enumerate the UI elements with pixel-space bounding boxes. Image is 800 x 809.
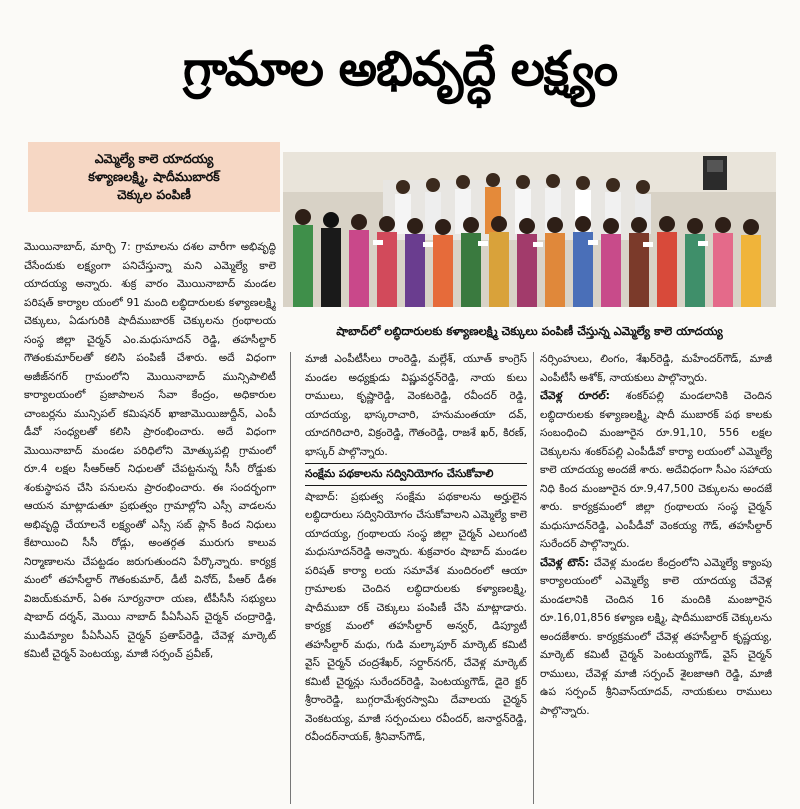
chevella-rural-text: శంకర్‌పల్లి మండలానికి చెందిన లబ్ధిదారులకు కళ్యాణలక్ష్మి, షాదీ ముబారక్ పథ కాలకు సంబంధించి మంజూరైన రూ.91,10, 556 లక్షల చెక్కులను శంకర్‌పల్లి ఎంపీడీవో కార్యా లయంలో ఎమ్మెల్యే కాలె యాదయ్య అందజే శారు. అదేవిధంగా సీఎం సహాయ నిధి కింద మంజూరైన రూ.9,47,500 చెక్కులను అందజే శారు. కార్యక్రమంలో జిల్లా గ్రంథాలయ సంస్థ చైర్మన్ మధుసూదన్‌రెడ్డి, ఎంపీడీవో వెంకయ్య గౌడ్, తహసీల్దార్ సురేందర్ పాల్గొన్నారు. xyxy=(540,390,772,550)
column3-paragraph-3 xyxy=(540,554,772,721)
chevella-rural-label: చేవెళ్ల రూరల్: xyxy=(540,390,610,402)
column2-paragraph-1: మాజీ ఎంపీటీసీలు రాంరెడ్డి, మల్లేశ్, యూత్ కాంగ్రెస్ మండల అధ్యక్షుడు విష్ణువర్ధన్‌రెడ్డి, నాయ కులు రాములు, కృష్ణారెడ్డి, వెంకటరెడ్డి, రవీందర్ రెడ్డి, యాదయ్య, భాస్కరాచారి, హనుమంతయా దవ్, యాదగిరిచారి, విక్రంరెడ్డి, గౌతంరెడ్డి, రాజశే ఖర్, కిరణ్, భాస్కర్ పాల్గొన్నారు. xyxy=(305,353,527,458)
chevella-town-label: చేవెళ్ల టౌన్: xyxy=(540,556,590,569)
column3-paragraph-2 xyxy=(540,387,772,554)
article-column-3 xyxy=(540,350,772,806)
headline: గ్రామాల అభివృద్ధే లక్ష్యం xyxy=(182,41,618,97)
photo-caption: షాబాద్‌లో లబ్ధిదారులకు కళ్యాణలక్ష్మి చెక్కులు పంపిణీ చేస్తున్న ఎమ్మెల్యే కాలె యాదయ్య xyxy=(336,324,723,338)
article-column-1 xyxy=(24,238,276,806)
column3-paragraph-1: నర్సింహులు, లింగం, శేఖర్‌రెడ్డి, మహేందర్‌గౌడ్, మాజీ ఎంపీటీసీ అశోక్, నాయకులు పాల్గొన్నారు. xyxy=(540,353,772,384)
deck-line-1: ఎమ్మెల్యే కాలె యాదయ్య xyxy=(94,151,214,166)
deck-box xyxy=(28,142,280,212)
column-divider-2 xyxy=(533,352,534,804)
deck-line-3: చెక్కుల పంపిణీ xyxy=(117,187,191,202)
article-column-2 xyxy=(305,350,527,806)
chevella-town-text: చేవెళ్ల మండల కేంద్రంలోని ఎమ్మెల్యే క్యాంపు కార్యాలయంలో ఎమ్మెల్యే కాలె యాదయ్య చేవెళ్ల మండలానికి చెందిన 16 మందికి మంజూరైన రూ.16,01,856 కళ్యాణ లక్ష్మి, షాదీముబారక్ చెక్కులను అందజేశారు. కార్యక్రమంలో చేవెళ్ల తహసీల్దార్ కృష్ణయ్య, మార్కెట్ కమిటీ చైర్మన్ పెంటయ్యగౌడ్, వైస్ చైర్మన్ రాములు, చేవెళ్ల మాజీ సర్పంచ్ శైలజాఆగి రెడ్డి, మాజీ ఉప సర్పంచ్ శ్రీనివాస్‌యాదవ్, నాయకులు రాములు పాల్గొన్నారు. xyxy=(540,556,772,717)
deck-line-2: కళ్యాణలక్ష్మి, షాదీముబారక్ xyxy=(88,169,220,184)
column2-subheading: సంక్షేమ పథకాలను సద్వినియోగం చేసుకోవాలి xyxy=(305,463,527,486)
group-photo-illustration xyxy=(283,152,776,307)
column2-paragraph-2: షాబాద్: ప్రభుత్వ సంక్షేమ పథకాలను అర్హులైన లబ్ధిదారులు సద్వినియోగం చేసుకోవాలని ఎమ్మెల్యే కాలె యాదయ్య, గ్రంథాలయ సంస్థ జిల్లా చైర్మన్ ఎలుగంటి మధుసూదన్‌రెడ్డి అన్నారు. శుక్రవారం షాబాద్ మండల పరిషత్ కార్యా లయ సమావేశ మందిరంలో ఆయా గ్రామాలకు చెందిన లబ్ధిదారులకు కళ్యాణలక్ష్మి, షాదీముబా రక్ చెక్కులు పంపిణీ చేసి మాట్లాడారు. కార్యక్ర మంలో తహసీల్దార్ అన్వర్, డిప్యూటీ తహసీల్దార్ మధు, గుడి మల్కాపూర్ మార్కెట్ కమిటీ వైస్ చైర్మన్ చంద్రశేఖర్, సర్దార్‌నగర్, చేవెళ్ల మార్కెట్ కమిటీ చైర్మన్లు సురేందర్‌రెడ్డి, పెంటయ్యగౌడ్, డైరె క్టర్ శ్రీరాంరెడ్డి, బుగ్గరామేశ్వరస్వామి దేవాలయ చైర్మన్ వెంకటయ్య, మాజీ సర్పంచులు రవీందర్, జనార్దన్‌రెడ్డి, రవీందర్‌నాయక్, శ్రీనివాస్‌గౌడ్, xyxy=(305,490,527,743)
news-photo xyxy=(283,152,776,307)
column-divider-1 xyxy=(290,352,291,804)
column1-paragraph: మొయినాబాద్, మార్చి 7: గ్రామాలను దశల వారీగా అభివృద్ధి చేసేందుకు లక్ష్యంగా పనిచేస్తున్నా మని ఎమ్మెల్యే కాలె యాదయ్య అన్నారు. శుక్ర వారం మొయినాబాద్ మండల పరిషత్ కార్యాల యంలో 91 మంది లబ్ధిదారులకు కళ్యాణలక్ష్మి చెక్కులు, ఏడుగురికి షాదీముబారక్ చెక్కులను గ్రంథాలయ సంస్థ జిల్లా చైర్మన్ ఎం.మధుసూదన్ రెడ్డి, తహసీల్దార్ గౌతంకుమార్‌లతో కలిసి పంపిణీ చేశారు. అదే విధంగా అజీజ్‌నగర్ గ్రామంలోని మొయినాబాద్ మున్సిపాలిటీ కార్యాలయంలో ప్రజాపాలన సేవా కేంద్రం, అధికారుల చాంబర్లను మున్సిపల్ కమిషనర్ ఖాజామొయిజుద్దీన్, ఎంపీ డీవో సంధ్యలతో కలిసి ప్రారంభించారు. అదే విధంగా మొయినాబాద్ మండల పరిధిలోని మోత్కుపల్లి గ్రామంలో రూ.4 లక్షల సీఆర్ఆర్ నిధులతో చేపట్టనున్న సీసీ రోడ్డుకు శంకుస్థాపన చేసి పనులను ప్రారంభించారు. ఈ సందర్భంగా ఆయన మాట్లాడుతూ ప్రభుత్వం గ్రామాల్లోని ఎస్సీ వాడలను అభివృద్ధి చేయాలనే లక్ష్యంతో ఎస్సీ సబ్ ప్లాన్ కింద నిధులు కేటాయించి సీసీ రోడ్లు, అంతర్గత మురుగు కాలువ నిర్మాణాలను చేపట్టడం జరుగుతుందని పేర్కొన్నారు. కార్యక్ర మంలో తహసీల్దార్ గౌతంకుమార్, డీటీ వినోద్, పీఆర్ డీఈ విజయ్‌కుమార్, ఏఈ సూర్యనారా యణ, టీపీసీసీ సభ్యులు షాబాద్ దర్శన్, మొయి నాబాద్ పీఏసీఎస్ చైర్మన్ చంద్రారెడ్డి, ముడిమ్యాల పీఏసీఎస్ చైర్మన్ ప్రతాప్‌రెడ్డి, చేవెళ్ల మార్కెట్ కమిటీ చైర్మన్ పెంటయ్య, మాజీ సర్పంచ్ ప్రవీణ్, xyxy=(24,241,276,660)
